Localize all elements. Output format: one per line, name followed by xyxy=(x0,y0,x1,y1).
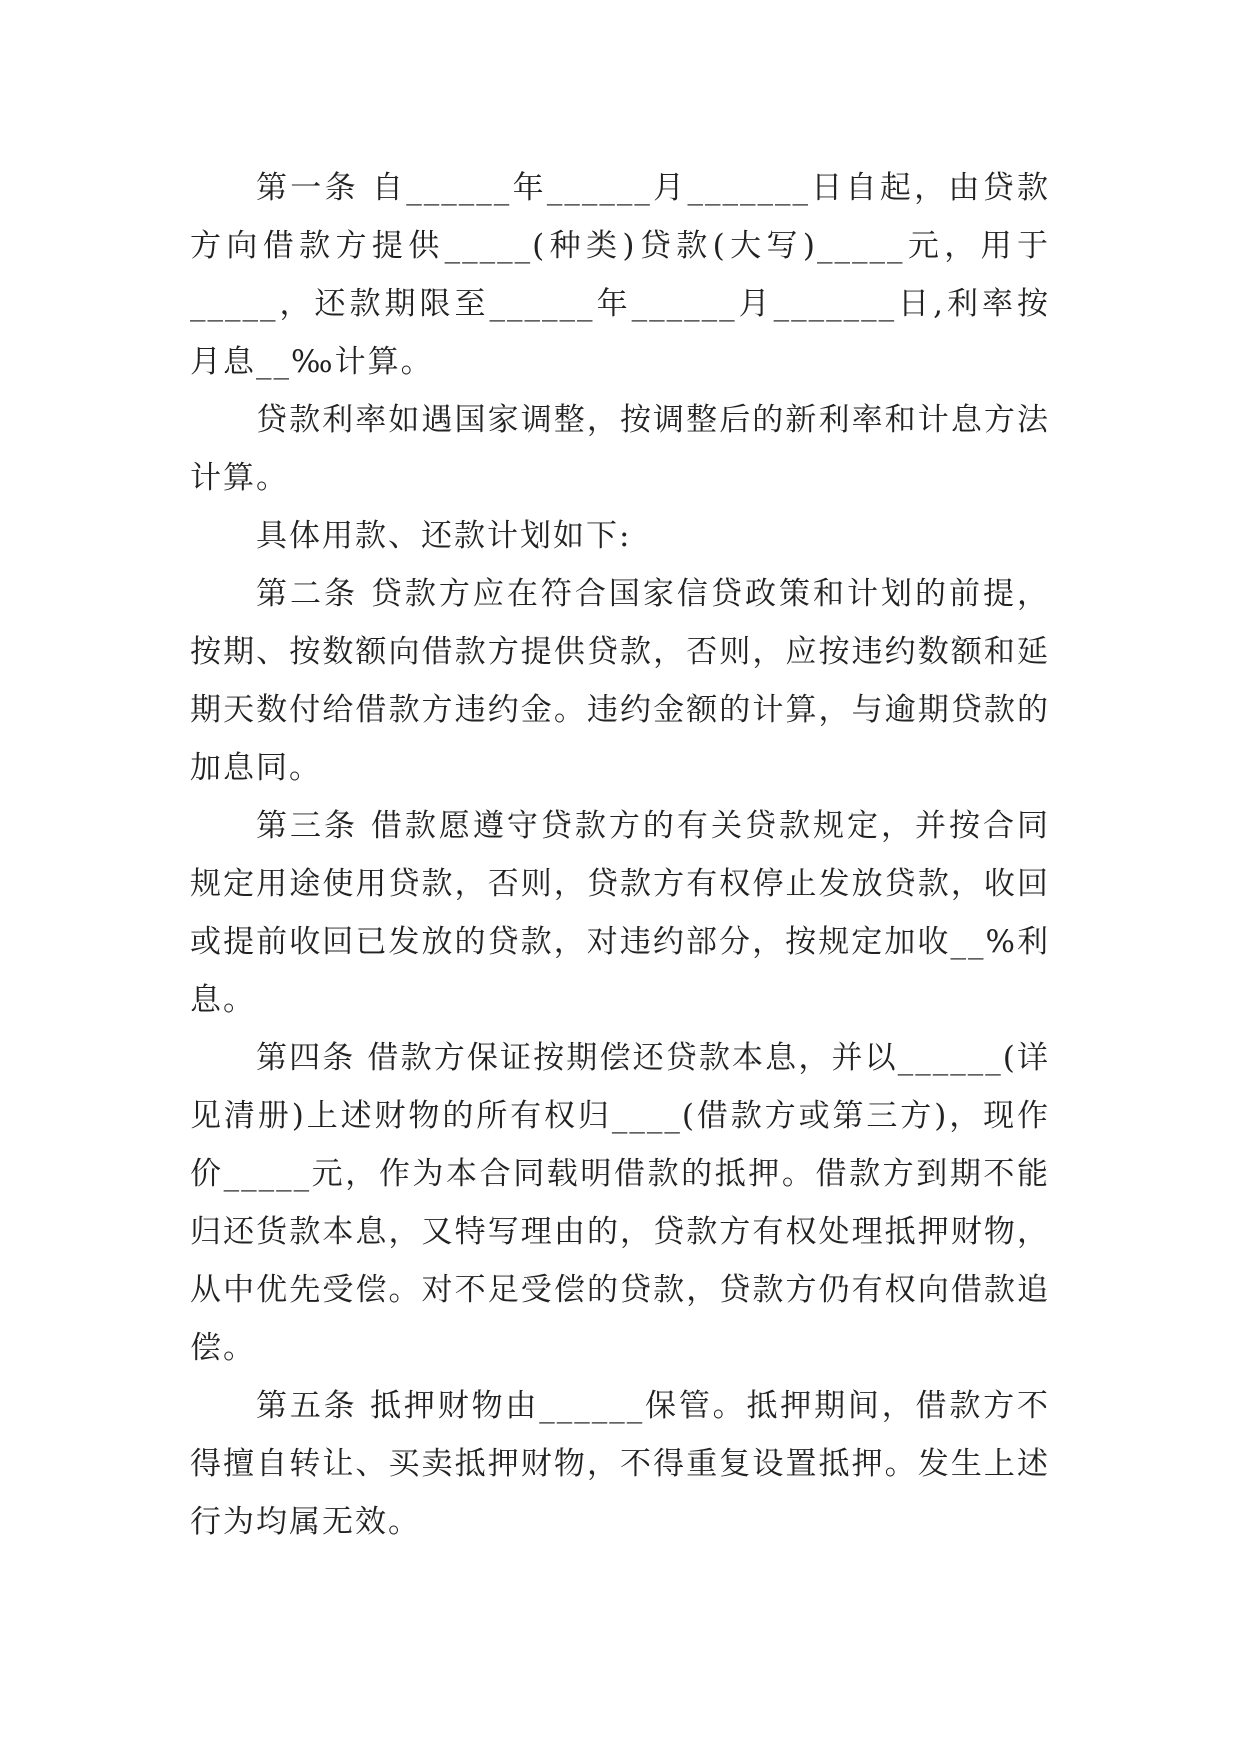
article-1-paragraph: 第一条 自______年______月_______日自起，由贷款方向借款方提供_____(种类)贷款(大写)_____元，用于_____，还款期限至______年______月_______日,利率按月息__‰计算。 xyxy=(190,170,1050,380)
interest-adjustment-paragraph: 贷款利率如遇国家调整，按调整后的新利率和计息方法计算。 xyxy=(190,402,1050,496)
document-body xyxy=(190,159,1050,1551)
article-3-paragraph: 第三条 借款愿遵守贷款方的有关贷款规定，并按合同规定用途使用贷款，否则，贷款方有权停止发放贷款，收回或提前收回已发放的贷款，对违约部分，按规定加收__%利息。 xyxy=(190,808,1050,1018)
repayment-plan-paragraph: 具体用款、还款计划如下: xyxy=(256,518,632,554)
article-2-paragraph: 第二条 贷款方应在符合国家信贷政策和计划的前提，按期、按数额向借款方提供贷款，否则，应按违约数额和延期天数付给借款方违约金。违约金额的计算，与逾期贷款的加息同。 xyxy=(190,576,1050,786)
article-5-paragraph: 第五条 抵押财物由______保管。抵押期间，借款方不得擅自转让、买卖抵押财物，不得重复设置抵押。发生上述行为均属无效。 xyxy=(190,1388,1050,1540)
article-4-paragraph: 第四条 借款方保证按期偿还贷款本息，并以______(详见清册)上述财物的所有权归____(借款方或第三方)，现作价_____元，作为本合同载明借款的抵押。借款方到期不能归还货款本息，又特写理由的，贷款方有权处理抵押财物，从中优先受偿。对不足受偿的贷款，贷款方仍有权向借款追偿。 xyxy=(190,1040,1050,1366)
